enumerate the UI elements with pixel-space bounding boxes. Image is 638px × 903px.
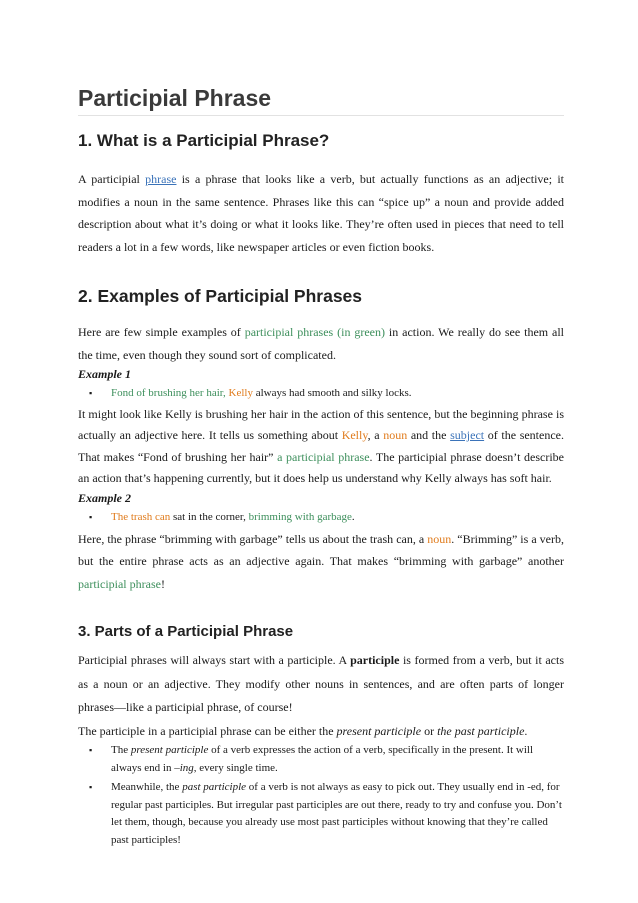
section-1-heading: 1. What is a Participial Phrase? <box>78 131 330 150</box>
phrase-link[interactable]: phrase <box>145 172 177 186</box>
list-item: ▪ Meanwhile, the past participle of a verb is not always as easy to pick out. They usually end in -ed, for regular past participles. But irregular past participles are out there, ready to try and confuse you. Don’t let them, though, because you already use most past participles without knowing that they’re called past participles! <box>78 779 564 849</box>
section-3-participle-types: The participle in a participial phrase can be either the present participle or the past participle. <box>78 723 528 738</box>
section-1-paragraph: A participial phrase is a phrase that looks like a verb, but actually functions as an adjective; it modifies a noun in the same sentence. Phrases like this can “spice up” a noun and provide added description about what it’s doing or what it looks like. They’re often used in pieces that need to tell readers a lot in a few words, like newspaper articles or even fiction books. <box>78 172 564 254</box>
subject-link[interactable]: subject <box>450 428 485 443</box>
example-2-label: Example 2 <box>78 490 131 505</box>
section-3-paragraph: Participial phrases will always start with a participle. A participle is formed from a verb, but it acts as a noun or an adjective. They modify other nouns in sentences, and are often parts of longer phrases—like a participial phrase, of course! <box>78 653 564 715</box>
example-1-label: Example 1 <box>78 367 131 381</box>
example-2-explanation: Here, the phrase “brimming with garbage” tells us about the trash can, a noun. “Brimming” is a verb, but the entire phrase acts as an adjective again. That makes “brimming with garbage” another participial phrase! <box>78 531 565 591</box>
section-3-heading: 3. Parts of a Participial Phrase <box>78 623 294 641</box>
example-1-explanation: It might look like Kelly is brushing her hair in the action of this sentence, but the beginning phrase is actually an adjective here. It tells us something about Kelly, a noun and the subject of the sentence. That makes “Fond of brushing her hair” a participial phrase. The participial phrase doesn’t describe an action that’s happening currently, but it does help us understand why Kelly always has soft hair. <box>78 407 564 486</box>
participle-list <box>78 742 564 849</box>
page-title: Participial Phrase <box>78 84 564 116</box>
section-2-heading: 2. Examples of Participial Phrases <box>78 286 363 306</box>
example-2-list <box>78 507 564 528</box>
list-item: ▪ The trash can sat in the corner, brimming with garbage. <box>78 507 564 528</box>
section-2-intro: Here are few simple examples of participial phrases (in green) in action. We really do see them all the time, even though they sound sort of complicated. <box>78 325 564 362</box>
list-item: ▪ Fond of brushing her hair, Kelly always had smooth and silky locks. <box>78 383 564 404</box>
list-item: ▪ The present participle of a verb expresses the action of a verb, specifically in the present. It will always end in –ing, every single time. <box>78 742 564 777</box>
example-1-list <box>78 383 564 404</box>
document-page <box>78 84 564 849</box>
